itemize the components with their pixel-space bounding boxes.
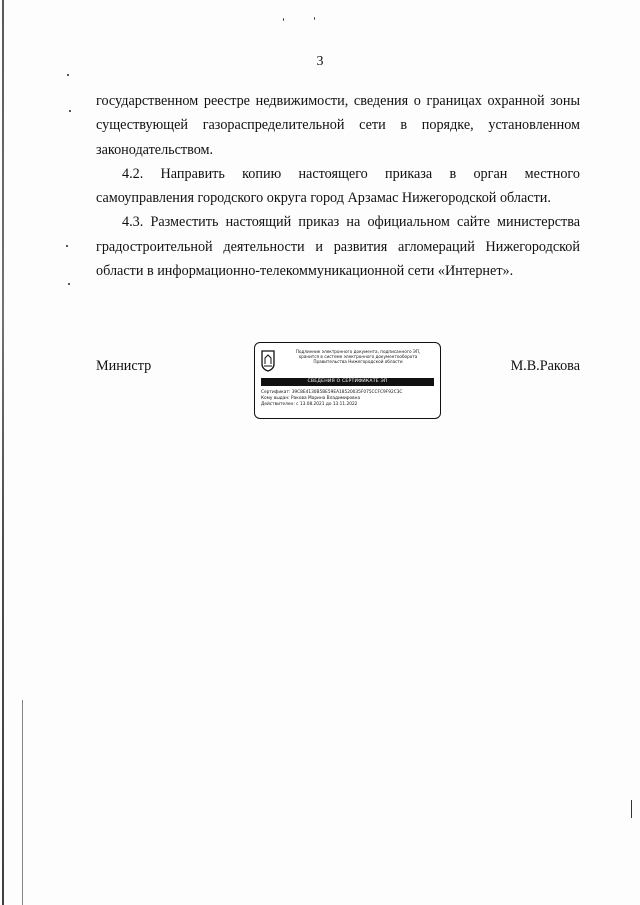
certificate-value: 39C8E4130B5BE59EA18520035F075CCFC9F92C3C	[291, 390, 403, 395]
scan-right-mark	[631, 800, 632, 818]
validity-value: с 13.08.2021 до 13.11.2022	[296, 402, 358, 407]
stamp-header-line: Подлинник электронного документа, подписанного ЭП,	[295, 349, 421, 354]
scan-speck	[67, 74, 69, 76]
paragraph-4-2: 4.2. Направить копию настоящего приказа в орган местного самоуправления городского округа город Арзамас Нижегородской области.	[96, 165, 580, 207]
scan-speck	[314, 17, 315, 20]
scan-edge-line	[2, 0, 4, 905]
electronic-signature-stamp	[254, 342, 441, 419]
document-body	[96, 89, 580, 283]
certificate-label: Сертификат:	[261, 390, 291, 395]
scan-speck	[283, 18, 284, 21]
validity-label: Действителен:	[261, 402, 295, 407]
signer-position: Министр	[96, 358, 152, 374]
stamp-certificate-title: СВЕДЕНИЯ О СЕРТИФИКАТЕ ЭП	[261, 378, 434, 386]
scan-speck	[69, 110, 71, 112]
stamp-header-line: хранится в системе электронного документооборота	[298, 354, 418, 360]
scan-speck	[66, 245, 68, 247]
coat-of-arms-icon	[261, 350, 275, 372]
issued-to-label: Кому выдан:	[261, 396, 290, 401]
page-number: 3	[316, 54, 324, 69]
paragraph-continuation: государственном реестре недвижимости, сведения о границах охранной зоны существующей газораспределительной сети в порядке, установленном законодательством.	[96, 93, 580, 158]
scan-speck	[68, 283, 70, 285]
stamp-header	[279, 349, 437, 365]
validity-row	[261, 402, 436, 408]
issued-to-value: Ракова Марина Владимировна	[291, 396, 361, 401]
stamp-header-line: Правительства Нижегородской области	[313, 359, 403, 365]
paragraph-4-3: 4.3. Разместить настоящий приказ на официальном сайте министерства градостроительной деятельности и развития агломераций Нижегородской области в информационно-телекоммуникационной сети «Интернет».	[96, 214, 580, 280]
scan-edge-line-secondary	[22, 700, 23, 905]
signer-name: М.В.Ракова	[510, 358, 580, 374]
stamp-details	[261, 390, 436, 408]
